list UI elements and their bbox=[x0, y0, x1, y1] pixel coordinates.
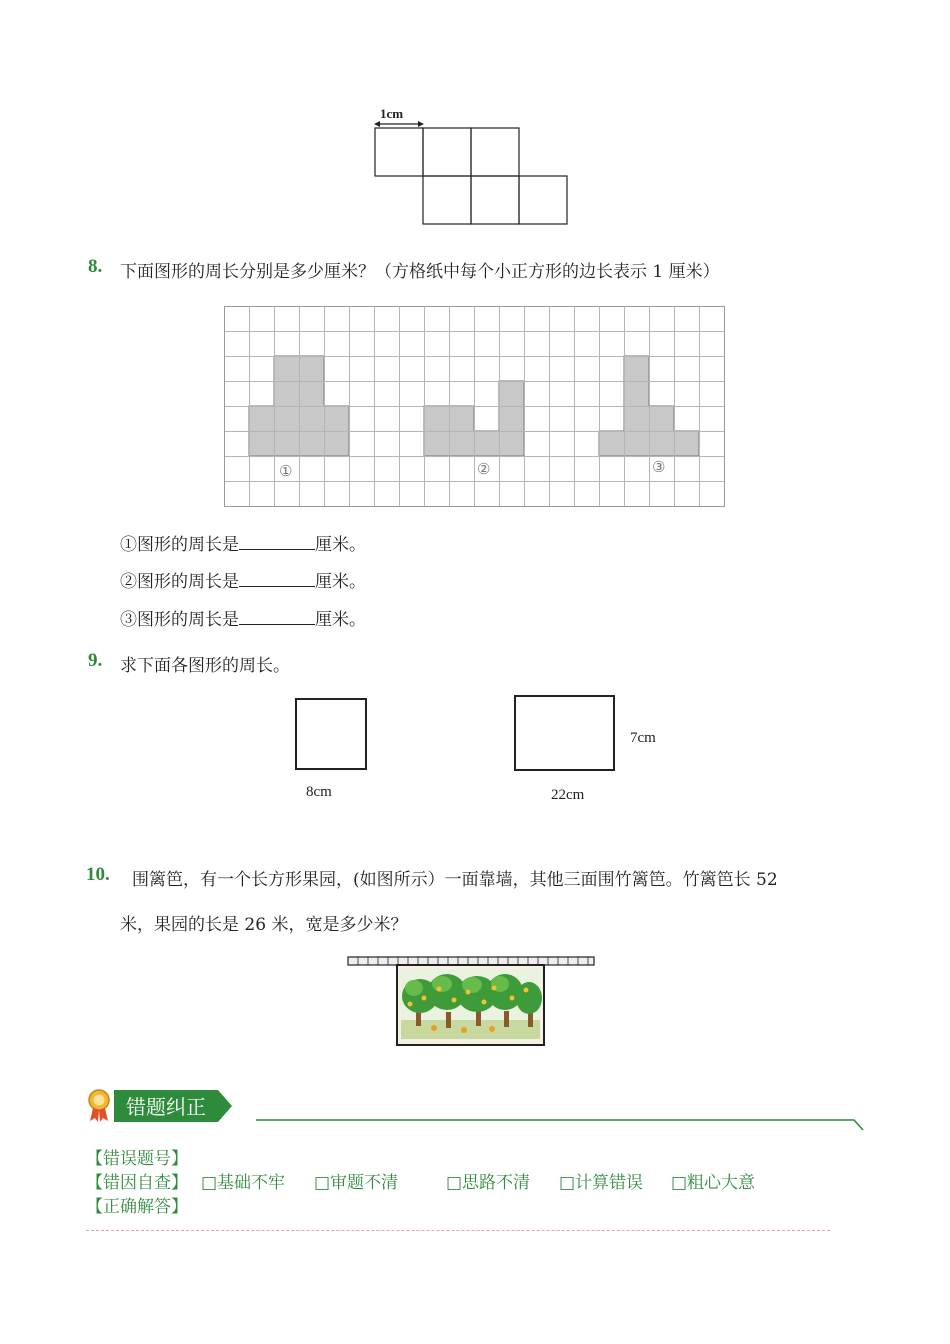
question-10-number: 10. bbox=[86, 864, 110, 885]
rectangle-width-label: 22cm bbox=[551, 787, 585, 803]
review-option-4[interactable]: □计算错误 bbox=[559, 1173, 644, 1193]
answer-line-3: ③图形的周长是 厘米。 bbox=[120, 610, 366, 630]
question-8-text: 下面图形的周长分别是多少厘米？（方格纸中每个小正方形的边长表示 1 厘米） bbox=[120, 262, 720, 282]
review-row-2: 【错因自查】 bbox=[86, 1173, 188, 1193]
answer-blank-1[interactable] bbox=[239, 534, 315, 550]
square-figure bbox=[290, 694, 380, 806]
unit-label: 1cm bbox=[380, 106, 404, 121]
question-9-number: 9. bbox=[88, 650, 103, 671]
question-8-number: 8. bbox=[88, 256, 103, 277]
answer-blank-3[interactable] bbox=[239, 609, 315, 625]
shape-1-label: ① bbox=[279, 464, 293, 480]
correction-title: 错题纠正 bbox=[126, 1095, 206, 1119]
top-square-figure bbox=[360, 100, 580, 232]
rectangle-height-label: 7cm bbox=[630, 730, 656, 746]
answer-blank-2[interactable] bbox=[239, 571, 315, 587]
medal-icon bbox=[89, 1090, 109, 1122]
review-option-3[interactable]: □思路不清 bbox=[446, 1173, 531, 1193]
grid-figure bbox=[224, 306, 727, 509]
question-10-line-1: 围篱笆，有一个长方形果园，(如图所示）一面靠墙，其他三面围竹篱笆。竹篱笆长 52 bbox=[132, 870, 778, 890]
orchard-figure bbox=[344, 954, 598, 1050]
correction-header bbox=[86, 1084, 866, 1134]
review-row-1: 【错误题号】 bbox=[86, 1149, 188, 1169]
question-9-text: 求下面各图形的周长。 bbox=[120, 656, 290, 676]
wall bbox=[348, 957, 594, 965]
dashed-divider bbox=[86, 1230, 830, 1231]
shape-2-label: ② bbox=[477, 462, 491, 478]
review-option-1[interactable]: □基础不牢 bbox=[201, 1173, 286, 1193]
square-side-label: 8cm bbox=[306, 784, 332, 800]
review-option-2[interactable]: □审题不清 bbox=[314, 1173, 399, 1193]
question-10-line-2: 米，果园的长是 26 米，宽是多少米？ bbox=[120, 915, 408, 935]
shape-3-label: ③ bbox=[652, 460, 666, 476]
answer-line-1: ①图形的周长是 厘米。 bbox=[120, 535, 366, 555]
review-row-3: 【正确解答】 bbox=[86, 1197, 188, 1217]
review-option-5[interactable]: □粗心大意 bbox=[671, 1173, 756, 1193]
answer-line-2: ②图形的周长是 厘米。 bbox=[120, 572, 366, 592]
orchard-picture bbox=[401, 969, 542, 1039]
rectangle-figure bbox=[508, 690, 678, 808]
